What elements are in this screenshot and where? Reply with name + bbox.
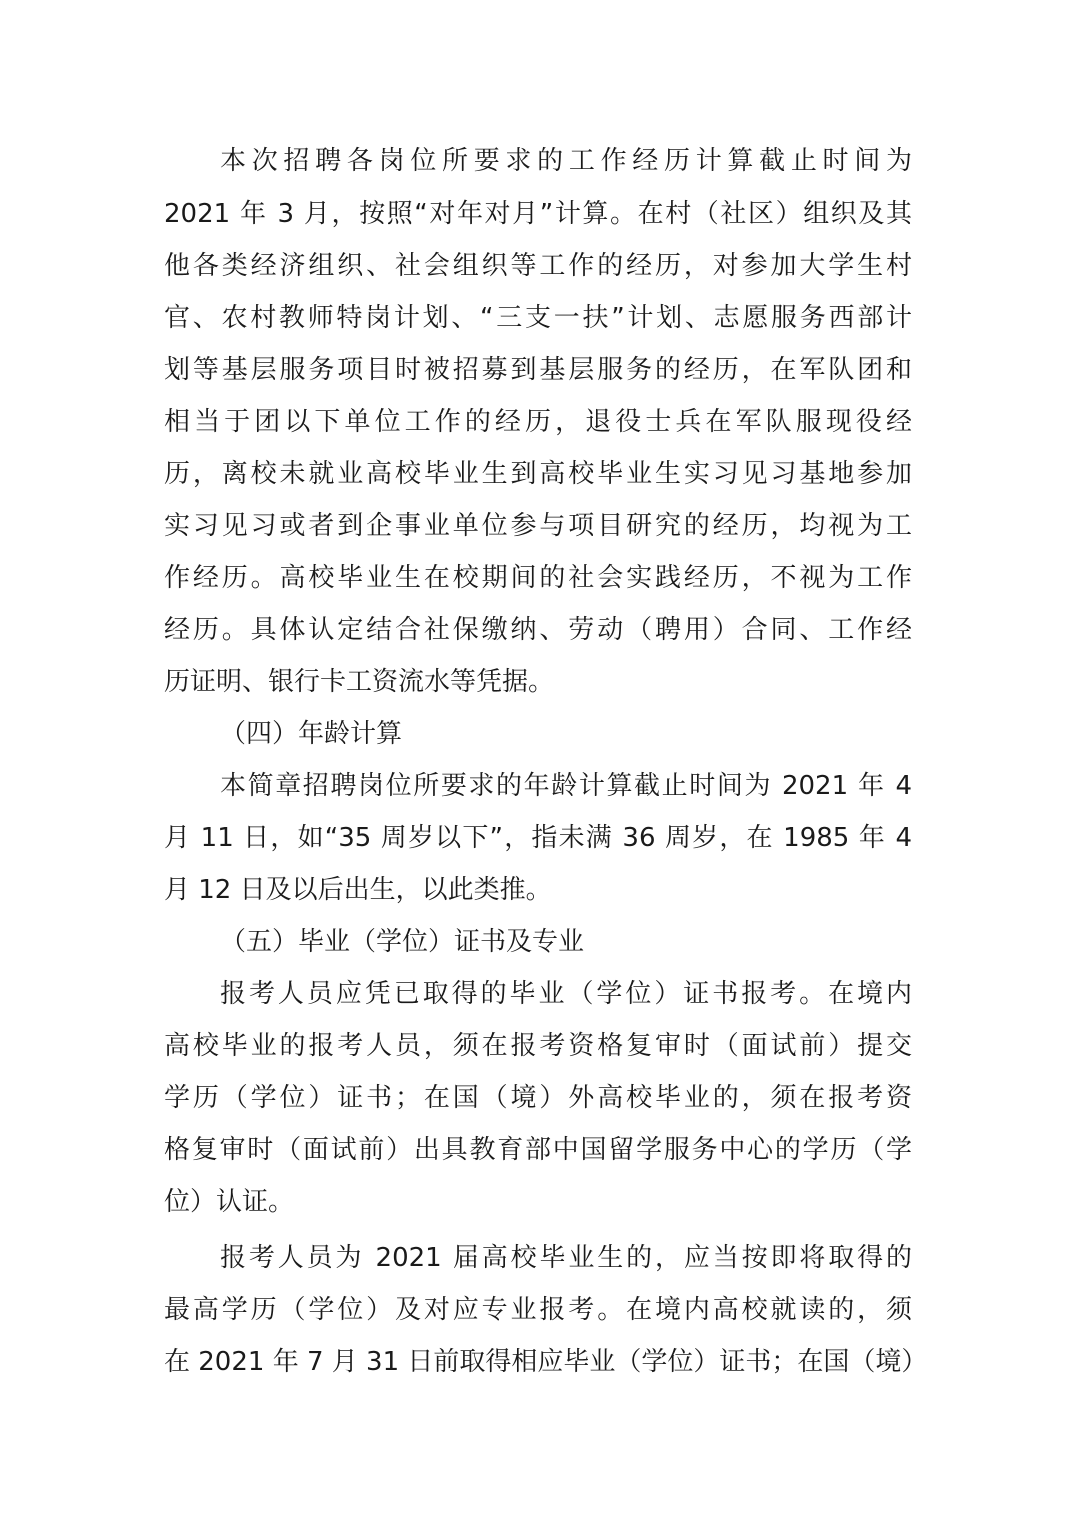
paragraph-line: 他各类经济组织、社会组织等工作的经历，对参加大学生村 [164, 251, 912, 281]
paragraph-line: 本次招聘各岗位所要求的工作经历计算截止时间为 [220, 146, 912, 176]
paragraph-line: 月 12 日及以后出生，以此类推。 [164, 875, 552, 905]
section-heading-age: （四）年龄计算 [220, 719, 403, 749]
paragraph-line: 报考人员为 2021 届高校毕业生的，应当按即将取得的 [220, 1243, 912, 1273]
paragraph-line: 学历（学位）证书；在国（境）外高校毕业的，须在报考资 [164, 1083, 912, 1113]
paragraph-line: 2021 年 3 月，按照“对年对月”计算。在村（社区）组织及其 [164, 199, 912, 229]
paragraph-line: 本简章招聘岗位所要求的年龄计算截止时间为 2021 年 4 [220, 771, 912, 801]
paragraph-line: 高校毕业的报考人员，须在报考资格复审时（面试前）提交 [164, 1031, 912, 1061]
section-heading-degree: （五）毕业（学位）证书及专业 [220, 927, 585, 957]
paragraph-line: 作经历。高校毕业生在校期间的社会实践经历，不视为工作 [164, 563, 912, 593]
paragraph-line: 实习见习或者到企事业单位参与项目研究的经历，均视为工 [164, 511, 912, 541]
paragraph-line: 经历。具体认定结合社保缴纳、劳动（聘用）合同、工作经 [164, 615, 912, 645]
paragraph-line: 相当于团以下单位工作的经历，退役士兵在军队服现役经 [164, 407, 912, 437]
paragraph-line: 报考人员应凭已取得的毕业（学位）证书报考。在境内 [220, 979, 912, 1009]
paragraph-line: 历，离校未就业高校毕业生到高校毕业生实习见习基地参加 [164, 459, 912, 489]
paragraph-line: 最高学历（学位）及对应专业报考。在境内高校就读的，须 [164, 1295, 912, 1325]
paragraph-line: 划等基层服务项目时被招募到基层服务的经历，在军队团和 [164, 355, 912, 385]
paragraph-line: 在 2021 年 7 月 31 日前取得相应毕业（学位）证书；在国（境） [164, 1347, 928, 1377]
paragraph-line: 月 11 日，如“35 周岁以下”，指未满 36 周岁，在 1985 年 4 [164, 823, 912, 853]
paragraph-line: 位）认证。 [164, 1187, 295, 1217]
paragraph-line: 历证明、银行卡工资流水等凭据。 [164, 667, 555, 697]
paragraph-line: 官、农村教师特岗计划、“三支一扶”计划、志愿服务西部计 [164, 303, 912, 333]
paragraph-line: 格复审时（面试前）出具教育部中国留学服务中心的学历（学 [164, 1135, 912, 1165]
